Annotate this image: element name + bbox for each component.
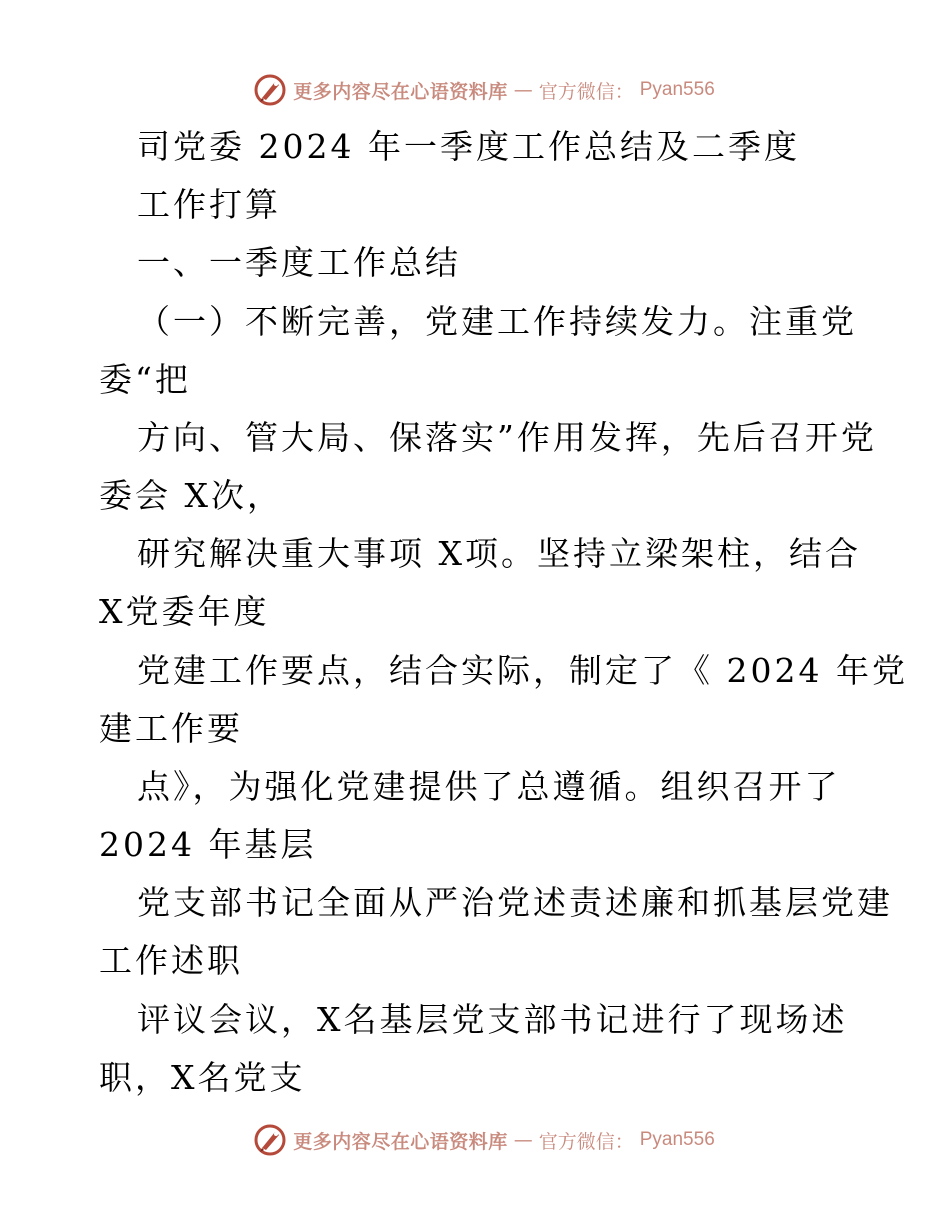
paragraph-line: 委“把 bbox=[99, 360, 191, 399]
watermark-main-text: 更多内容尽在心语资料库 bbox=[293, 80, 508, 103]
paragraph-line: 2024 年基层 bbox=[99, 825, 317, 864]
document-title-line-1: 司党委 2024 年一季度工作总结及二季度 bbox=[137, 127, 800, 166]
paragraph-line: 评议会议，X名基层党支部书记进行了现场述 bbox=[137, 1000, 848, 1039]
watermark-content bbox=[253, 73, 715, 107]
paragraph-line: 研究解决重大事项 X项。坚持立梁架柱，结合 bbox=[137, 534, 861, 573]
paragraph-line: 党支部书记全面从严治党述责述廉和抓基层党建 bbox=[137, 883, 893, 922]
quill-logo-icon bbox=[253, 73, 287, 107]
watermark-footer bbox=[0, 1120, 950, 1160]
paragraph-line: 点》，为强化党建提供了总遵循。组织召开了 bbox=[137, 767, 841, 806]
paragraph-line: 职，X名党支 bbox=[99, 1058, 306, 1097]
paragraph-line: 方向、管大局、保落实”作用发挥，先后召开党 bbox=[137, 418, 877, 457]
paragraph-line: 建工作要 bbox=[99, 709, 243, 748]
paragraph-line: （一）不断完善，党建工作持续发力。注重党 bbox=[137, 302, 857, 341]
section-heading: 一、一季度工作总结 bbox=[137, 243, 461, 282]
paragraph-line: 党建工作要点，结合实际，制定了《 2024 年党 bbox=[137, 651, 908, 690]
document-title-line-2: 工作打算 bbox=[137, 185, 281, 224]
watermark-header bbox=[0, 70, 950, 110]
watermark-separator: — bbox=[513, 1129, 533, 1151]
watermark-content bbox=[253, 1123, 715, 1157]
watermark-wechat-id: Pyan556 bbox=[639, 1129, 715, 1150]
watermark-main-text: 更多内容尽在心语资料库 bbox=[293, 1130, 508, 1153]
paragraph-line: 委会 X次， bbox=[99, 476, 283, 515]
quill-logo-icon bbox=[253, 1123, 287, 1157]
paragraph-line: 工作述职 bbox=[99, 941, 243, 980]
watermark-label: 官方微信： bbox=[538, 80, 634, 103]
watermark-wechat-id: Pyan556 bbox=[639, 79, 715, 100]
watermark-label: 官方微信： bbox=[538, 1130, 634, 1153]
watermark-separator: — bbox=[513, 79, 533, 101]
paragraph-line: X党委年度 bbox=[99, 592, 270, 631]
